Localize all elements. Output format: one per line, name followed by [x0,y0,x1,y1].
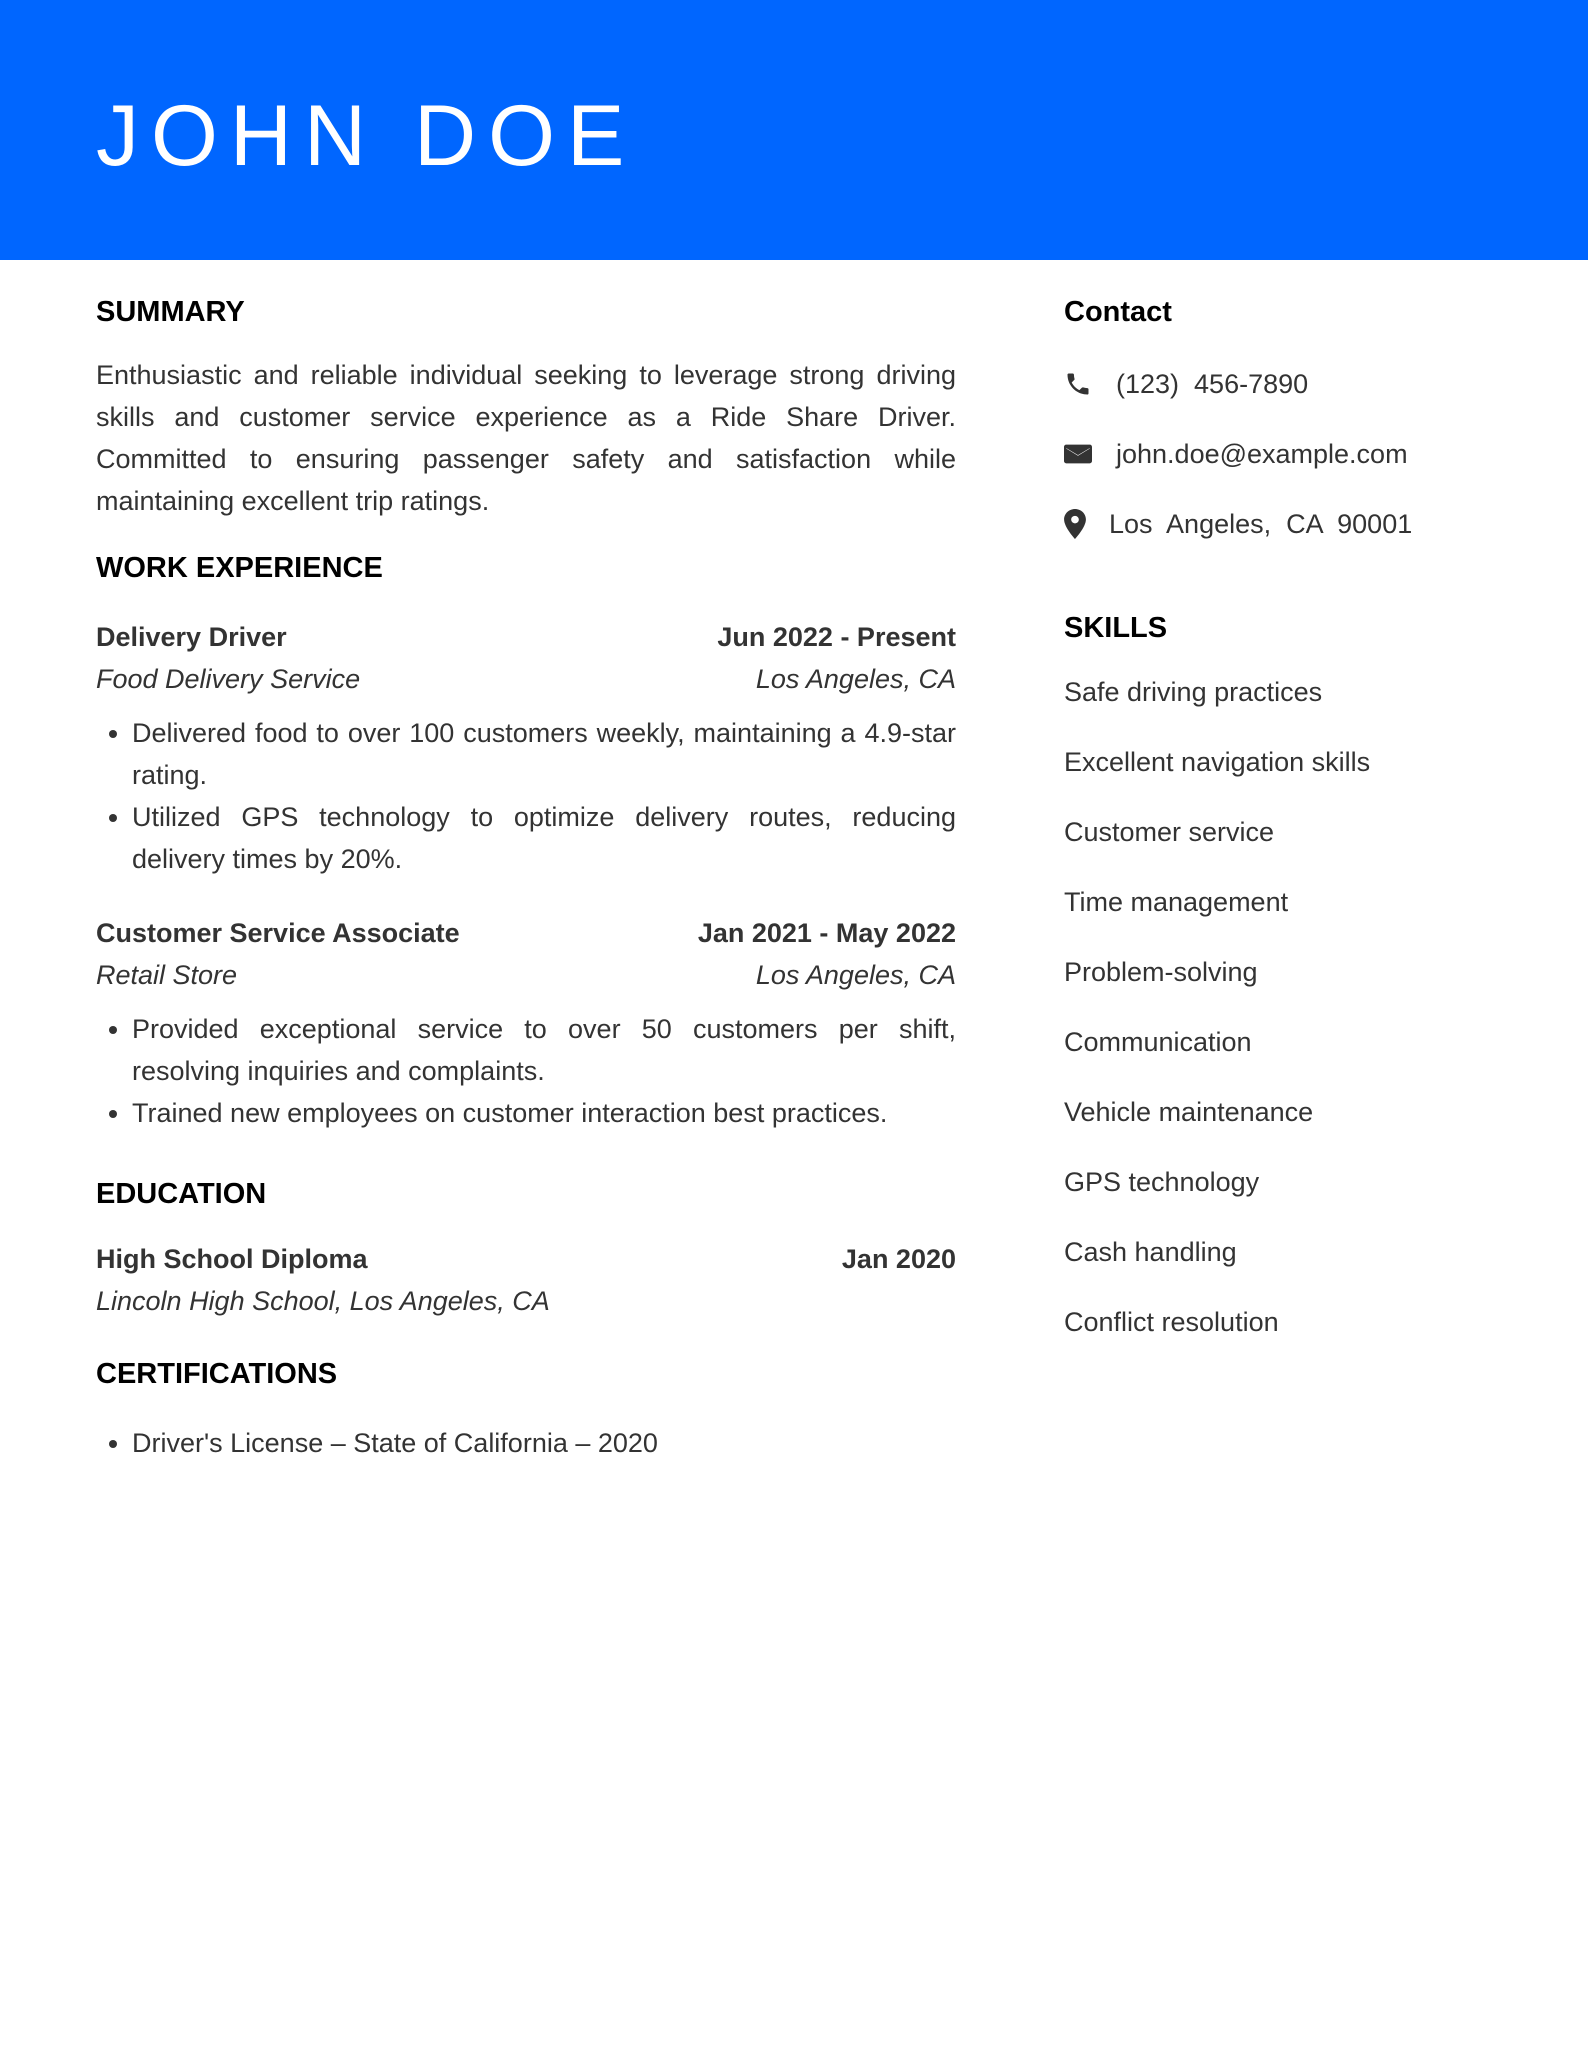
job-company: Retail Store [96,960,238,990]
school: Lincoln High School, Los Angeles, CA [96,1286,550,1316]
education-title: EDUCATION [96,1178,267,1210]
job-bullet: • Provided exceptional service to over 50 customers per shift, resolving inquiries and complaints. [132,1008,956,1092]
job-dates: Jun 2022 - Present [717,622,956,652]
job-location: Los Angeles, CA [755,664,956,694]
skill-item: GPS technology [1064,1167,1260,1197]
job-bullets [96,1008,956,1134]
summary-text: Enthusiastic and reliable individual seeking to leverage strong driving skills and customer service experience as a Ride Share Driver. Committed to ensuring passenger safety and satisfaction while maintaining excellent trip ratings. [96,360,956,516]
header-banner [0,0,1588,260]
skill-item: Conflict resolution [1064,1307,1279,1337]
job-dates: Jan 2021 - May 2022 [697,918,956,948]
job-role: Delivery Driver [96,622,287,652]
envelope-icon [1064,434,1116,474]
skill-item: Safe driving practices [1064,677,1323,707]
main-column [96,290,956,1464]
education-date: Jan 2020 [841,1244,956,1274]
job-role: Customer Service Associate [96,918,460,948]
skill-item: Time management [1064,887,1289,917]
job-entry [96,616,956,880]
contact-phone [1064,364,1504,404]
email-address: john.doe@example.com [1116,439,1408,469]
certification-item: • Driver's License – State of California – 2020 [132,1422,956,1464]
contact-title: Contact [1064,296,1172,328]
job-bullet: • Trained new employees on customer interaction best practices. [132,1092,956,1134]
summary-title: SUMMARY [96,296,245,328]
skill-item: Problem-solving [1064,957,1258,987]
candidate-name: JOHN DOE [96,88,637,184]
phone-number: (123) 456-7890 [1116,369,1309,399]
skill-item: Vehicle maintenance [1064,1097,1314,1127]
job-entry [96,912,956,1134]
skill-item: Communication [1064,1027,1252,1057]
certification-list [96,1422,956,1464]
job-bullet: • Delivered food to over 100 customers weekly, maintaining a 4.9-star rating. [132,712,956,796]
work-experience-title: WORK EXPERIENCE [96,552,383,584]
job-bullets [96,712,956,880]
map-pin-icon [1064,504,1109,544]
sidebar-column [1064,290,1504,1372]
skills-title: SKILLS [1064,612,1168,644]
education-entry [96,1238,956,1322]
contact-email [1064,434,1504,474]
address: Los Angeles, CA 90001 [1109,509,1413,539]
job-location: Los Angeles, CA [755,960,956,990]
job-bullet: • Utilized GPS technology to optimize delivery routes, reducing delivery times by 20%. [132,796,956,880]
skill-item: Cash handling [1064,1237,1237,1267]
contact-address [1064,504,1504,544]
certifications-title: CERTIFICATIONS [96,1358,338,1390]
phone-icon [1064,364,1116,404]
degree: High School Diploma [96,1244,368,1274]
skill-item: Excellent navigation skills [1064,747,1371,777]
job-company: Food Delivery Service [96,664,361,694]
skills-list [1064,672,1504,1342]
skill-item: Customer service [1064,817,1275,847]
